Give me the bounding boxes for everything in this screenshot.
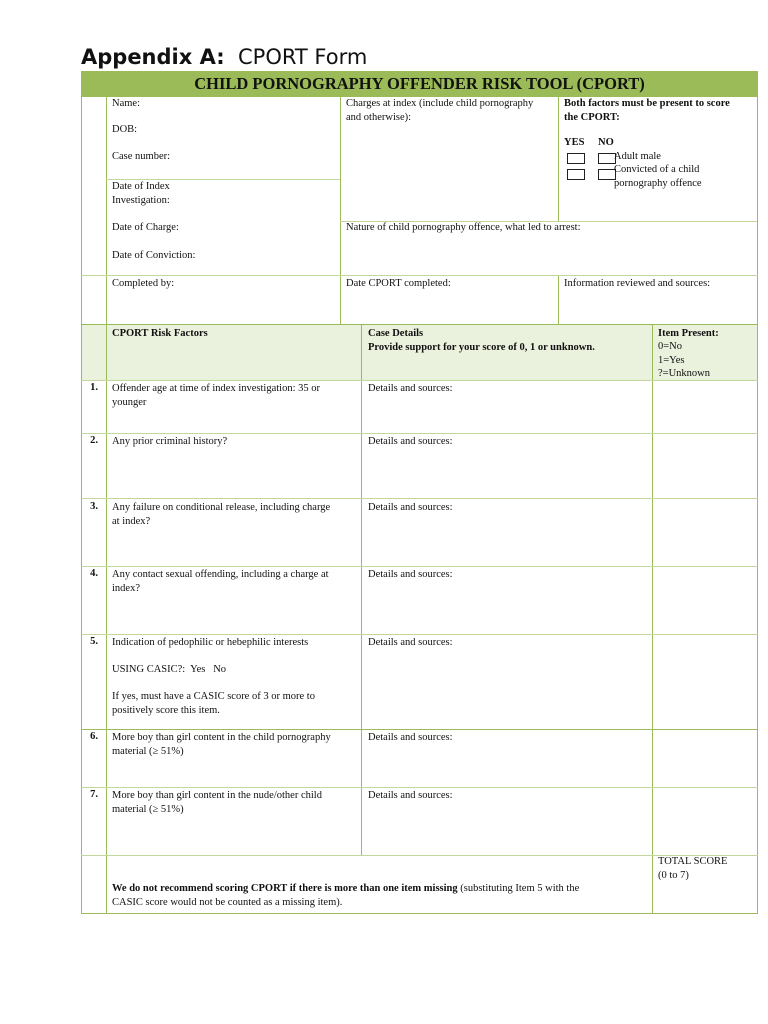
item-2-factor: Any prior criminal history? <box>112 436 228 447</box>
item-1-details[interactable]: Details and sources: <box>368 383 453 394</box>
item-3-details[interactable]: Details and sources: <box>368 502 453 513</box>
item-5-score-cell[interactable] <box>653 635 757 729</box>
footer-note-rest: (substituting Item 5 with the CASIC score would not be counted as a missing item). <box>112 883 580 908</box>
item-1-score-cell[interactable] <box>653 381 757 433</box>
item-7-score-cell[interactable] <box>653 788 757 855</box>
item-6-score-cell[interactable] <box>653 730 757 787</box>
item-present-header: Item Present: <box>658 328 719 339</box>
yes-label: YES <box>564 137 585 148</box>
date-index-field[interactable]: Date of Index Investigation: <box>112 181 170 206</box>
dob-field[interactable]: DOB: <box>112 124 138 135</box>
charges-field[interactable]: Charges at index (include child pornography and otherwise): <box>346 98 534 123</box>
item-3-score-cell[interactable] <box>653 499 757 566</box>
item-number: 2. <box>90 435 98 446</box>
adult-male-yes-checkbox[interactable] <box>567 153 585 164</box>
date-charge-field[interactable]: Date of Charge: <box>112 222 179 233</box>
footer-note <box>112 882 650 909</box>
item-7-factor: More boy than girl content in the nude/other child material (≥ 51%) <box>112 790 322 815</box>
item-1-factor: Offender age at time of index investigation: 35 or younger <box>112 383 320 408</box>
item-number: 4. <box>90 568 98 579</box>
item-4-score-cell[interactable] <box>653 567 757 634</box>
item-5-details[interactable]: Details and sources: <box>368 637 453 648</box>
nature-of-offence-field[interactable]: Nature of child pornography offence, what led to arrest: <box>346 222 581 233</box>
item-4-factor: Any contact sexual offending, including a charge at index? <box>112 569 329 594</box>
date-completed-field[interactable]: Date CPORT completed: <box>346 278 451 289</box>
factor-convicted: Convicted of a child pornography offence <box>614 164 702 189</box>
info-reviewed-field[interactable]: Information reviewed and sources: <box>564 278 711 289</box>
item-5-casic[interactable]: USING CASIC?: Yes No <box>112 664 227 675</box>
name-field[interactable]: Name: <box>112 98 140 109</box>
item-number: 5. <box>90 636 98 647</box>
item-2-score-cell[interactable] <box>653 434 757 498</box>
convicted-yes-checkbox[interactable] <box>567 169 585 180</box>
both-factors-heading: Both factors must be present to score the CPORT: <box>564 98 730 123</box>
item-number: 6. <box>90 731 98 742</box>
footer-note-bold: We do not recommend scoring CPORT if there is more than one item missing <box>112 883 458 894</box>
risk-factors-header: CPORT Risk Factors <box>112 328 208 339</box>
item-5-note: If yes, must have a CASIC score of 3 or more to positively score this item. <box>112 691 315 716</box>
item-number: 7. <box>90 789 98 800</box>
item-5-factor: Indication of pedophilic or hebephilic interests <box>112 637 309 648</box>
item-4-details[interactable]: Details and sources: <box>368 569 453 580</box>
total-score-label[interactable]: TOTAL SCORE (0 to 7) <box>658 856 728 881</box>
item-7-details[interactable]: Details and sources: <box>368 790 453 801</box>
form-title: CHILD PORNOGRAPHY OFFENDER RISK TOOL (CPORT) <box>194 74 645 93</box>
item-number: 3. <box>90 501 98 512</box>
heading-appendix: Appendix A: <box>81 45 225 69</box>
item-number: 1. <box>90 382 98 393</box>
case-number-field[interactable]: Case number: <box>112 151 171 162</box>
case-details-header: Case Details Provide support for your score of 0, 1 or unknown. <box>368 328 595 353</box>
no-label: NO <box>598 137 614 148</box>
page-heading <box>81 44 367 70</box>
item-2-details[interactable]: Details and sources: <box>368 436 453 447</box>
item-present-codes: 0=No 1=Yes ?=Unknown <box>658 341 710 379</box>
completed-by-field[interactable]: Completed by: <box>112 278 175 289</box>
date-conviction-field[interactable]: Date of Conviction: <box>112 250 196 261</box>
factor-adult-male: Adult male <box>614 151 661 162</box>
item-3-factor: Any failure on conditional release, including charge at index? <box>112 502 331 527</box>
item-6-details[interactable]: Details and sources: <box>368 732 453 743</box>
heading-form-name: CPORT Form <box>238 45 368 69</box>
item-6-factor: More boy than girl content in the child pornography material (≥ 51%) <box>112 732 331 757</box>
